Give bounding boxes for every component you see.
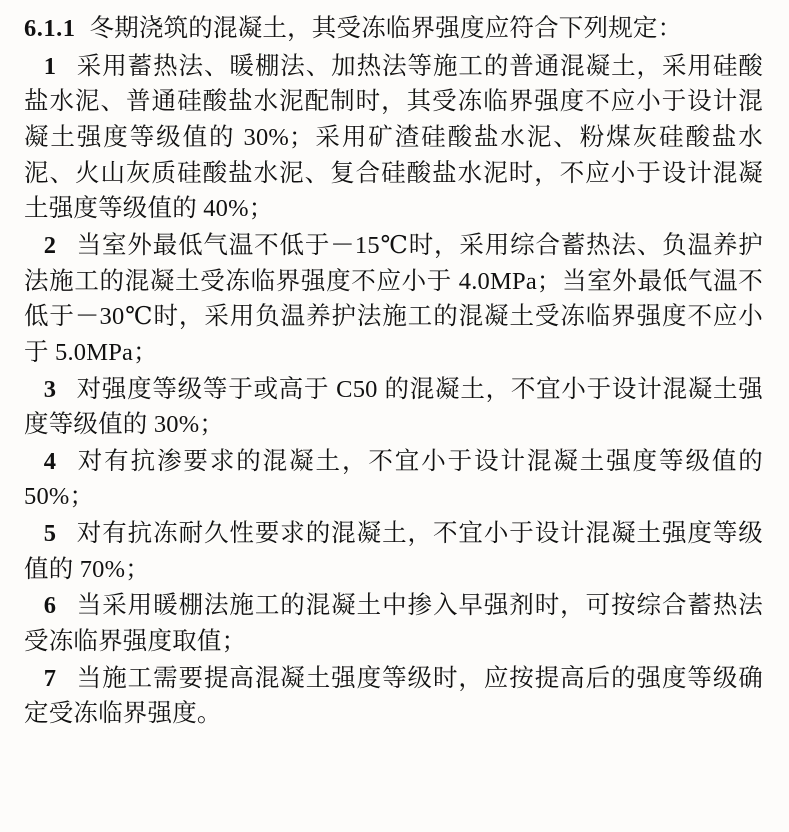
list-item-text: 对有抗冻耐久性要求的混凝土，不宜小于设计混凝土强度等级值的 70%； <box>24 520 763 583</box>
list-item-text: 当施工需要提高混凝土强度等级时，应按提高后的强度等级确定受冻临界强度。 <box>24 664 763 728</box>
list-item <box>24 661 763 732</box>
clause-heading <box>24 12 763 47</box>
list-item-marker: 4 <box>43 447 57 475</box>
list-item-marker: 6 <box>43 592 57 620</box>
list-item-marker: 2 <box>43 231 57 259</box>
list-item <box>24 516 763 587</box>
list-item <box>24 444 763 515</box>
list-item-text: 当室外最低气温不低于－15℃时，采用综合蓄热法、负温养护法施工的混凝土受冻临界强度不应小于 4.0MPa；当室外最低气温不低于－30℃时，采用负温养护法施工的混凝土受冻临界强度不应小于 5.0MPa； <box>24 231 763 366</box>
list-item-marker: 5 <box>43 520 57 548</box>
list-item-text: 当采用暖棚法施工的混凝土中掺入早强剂时，可按综合蓄热法受冻临界强度取值； <box>24 592 763 656</box>
list-item <box>24 588 763 659</box>
list-item-text: 对有抗渗要求的混凝土，不宜小于设计混凝土强度等级值的 50%； <box>24 447 763 511</box>
list-item-text: 对强度等级等于或高于 C50 的混凝土，不宜小于设计混凝土强度等级值的 30%； <box>24 375 763 439</box>
list-item-marker: 7 <box>43 664 57 692</box>
clause-number: 6.1.1 <box>24 15 76 42</box>
list-item <box>24 228 763 371</box>
list-item <box>24 49 763 227</box>
list-item-marker: 3 <box>43 375 57 403</box>
clause-text: 冬期浇筑的混凝土，其受冻临界强度应符合下列规定： <box>89 15 683 42</box>
list-item-marker: 1 <box>43 52 57 80</box>
list-item <box>24 372 763 443</box>
list-item-text: 采用蓄热法、暖棚法、加热法等施工的普通混凝土，采用硅酸盐水泥、普通硅酸盐水泥配制时，其受冻临界强度不应小于设计混凝土强度等级值的 30%；采用矿渣硅酸盐水泥、粉煤灰硅酸盐水泥、火山灰质硅酸盐水泥、复合硅酸盐水泥时，不应小于设计混凝土强度等级值的 40%； <box>24 52 763 223</box>
